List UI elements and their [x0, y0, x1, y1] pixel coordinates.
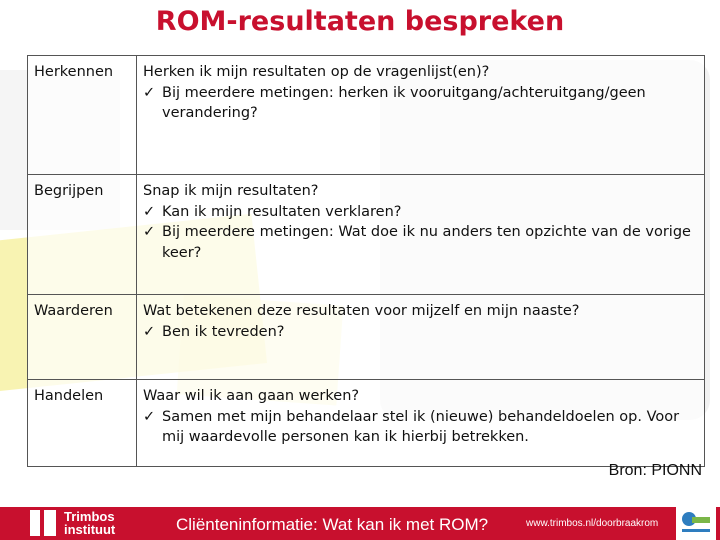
row-content — [137, 295, 705, 380]
row-question: Waar wil ik aan gaan werken? — [143, 388, 360, 404]
list-item — [143, 83, 698, 124]
row-question: Herken ik mijn resultaten op de vragenlijst(en)? — [143, 64, 490, 80]
trimbos-logo[interactable] — [30, 510, 115, 536]
footer-title: Cliënteninformatie: Wat kan ik met ROM? — [176, 515, 489, 534]
row-content — [137, 380, 705, 467]
list-item-text: Bij meerdere metingen: herken ik vooruitgang/achteruitgang/geen verandering? — [162, 84, 646, 121]
checkmark-icon: ✓ — [143, 408, 156, 425]
list-item — [143, 222, 698, 263]
row-content — [137, 56, 705, 175]
checkmark-icon: ✓ — [143, 224, 156, 240]
table-row — [28, 175, 705, 295]
logo-line2: instituut — [64, 522, 116, 537]
footer-url-link[interactable]: www.trimbos.nl/doorbraakrom — [526, 518, 659, 529]
list-item — [143, 407, 698, 448]
slide-title: ROM-resultaten bespreken — [155, 6, 565, 37]
checkmark-icon: ✓ — [143, 84, 156, 101]
list-item-text: Bij meerdere metingen: Wat doe ik nu anders ten opzichte van de vorige keer? — [162, 224, 691, 261]
row-label: Herkennen — [28, 56, 137, 175]
row-label: Waarderen — [28, 295, 137, 380]
logo-text — [64, 510, 115, 536]
list-item — [143, 322, 698, 343]
list-item-text: Kan ik mijn resultaten verklaren? — [162, 203, 402, 220]
logo-line1: Trimbos — [64, 509, 115, 524]
trimbos-logo-icon — [30, 510, 58, 536]
checkmark-icon: ✓ — [143, 323, 156, 340]
steps-table — [27, 55, 705, 467]
table-row — [28, 56, 705, 175]
partner-logo-icon — [676, 507, 716, 540]
footer-bar — [0, 507, 720, 540]
source-credit: Bron: PIONN — [608, 462, 702, 479]
row-label: Begrijpen — [28, 175, 137, 295]
table-row — [28, 380, 705, 467]
list-item-text: Ben ik tevreden? — [162, 323, 285, 340]
list-item — [143, 202, 698, 223]
row-content — [137, 175, 705, 295]
row-question: Snap ik mijn resultaten? — [143, 183, 319, 199]
table-row — [28, 295, 705, 380]
checkmark-icon: ✓ — [143, 203, 156, 220]
row-label: Handelen — [28, 380, 137, 467]
row-question: Wat betekenen deze resultaten voor mijzelf en mijn naaste? — [143, 303, 580, 319]
list-item-text: Samen met mijn behandelaar stel ik (nieuwe) behandeldoelen op. Voor mij waardevolle personen kan ik hierbij betrekken. — [162, 408, 680, 445]
